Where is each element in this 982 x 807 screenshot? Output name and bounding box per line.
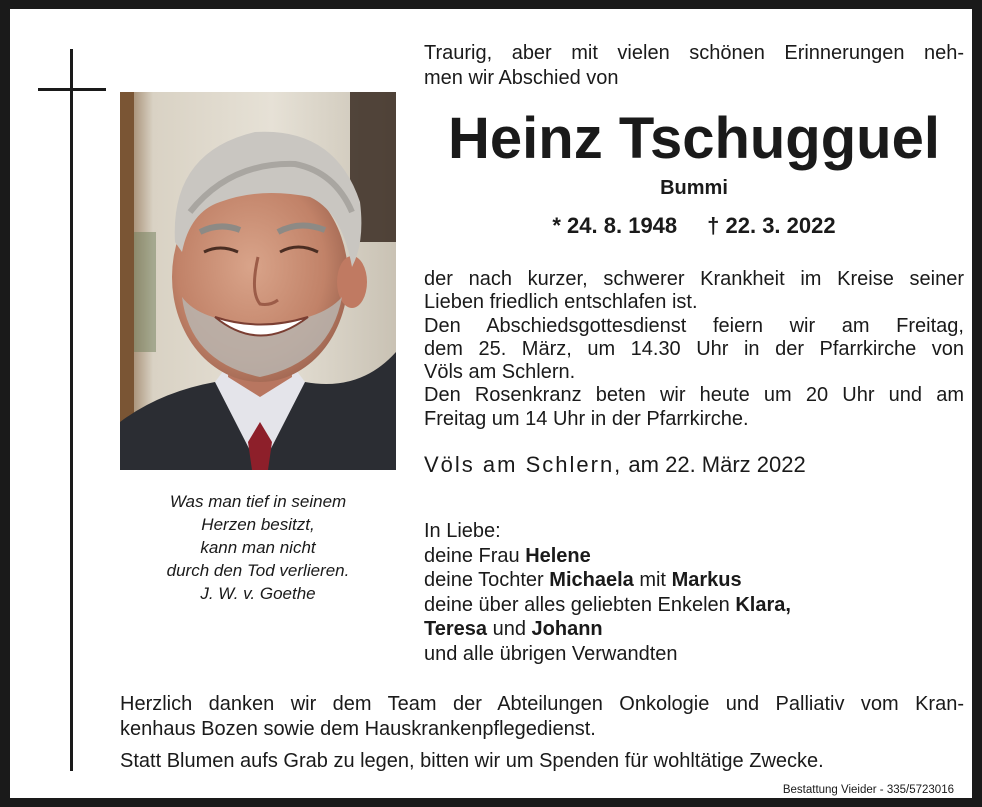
thanks-line: kenhaus Bozen sowie dem Hauskrankenpflegedienst. [120, 718, 596, 740]
wife-prefix: deine Frau [424, 544, 520, 567]
body-line: Freitag um 14 Uhr in der Pfarrkirche. [424, 407, 749, 430]
deceased-name: Heinz Tschugguel [448, 106, 940, 171]
intro-line: men wir Abschied von [424, 67, 619, 89]
death-date: † 22. 3. 2022 [707, 213, 836, 238]
deceased-nickname: Bummi [660, 177, 728, 199]
grandchildren-prefix: deine über alles geliebten Enkelen [424, 593, 730, 616]
life-dates [424, 212, 964, 240]
body-line: Den Abschiedsgottesdienst feiern wir am Freitag, [424, 314, 964, 337]
body-line: der nach kurzer, schwerer Krankheit im Kreise seiner [424, 268, 964, 290]
goethe-quote [138, 490, 378, 605]
cross-horizontal-bar [38, 88, 106, 91]
birth-date: * 24. 8. 1948 [552, 213, 678, 238]
daughter-name: Michaela [549, 569, 634, 591]
body-line: dem 25. März, um 14.30 Uhr in der Pfarrkirche von [424, 337, 964, 360]
thanks-line: Herzlich danken wir dem Team der Abteilungen Onkologie und Palliativ vom Kran- [120, 693, 964, 715]
announcement-text [424, 268, 964, 431]
family-list [424, 519, 964, 666]
quote-line: durch den Tod verlieren. [166, 561, 350, 580]
and-word: und [492, 618, 526, 640]
grandchild-name: Johann [531, 618, 603, 640]
undertaker-credit: Bestattung Vieider - 335/5723016 [782, 784, 954, 796]
family-line-daughter [424, 568, 964, 593]
body-line: Lieben friedlich entschlafen ist. [424, 291, 698, 314]
body-line: Völs am Schlern. [424, 361, 576, 384]
wife-name: Helene [525, 544, 591, 567]
quote-author: J. W. v. Goethe [200, 584, 316, 603]
son-in-law-name: Markus [671, 569, 742, 591]
grandchild-name: Teresa [424, 618, 488, 640]
with-word: mit [639, 569, 666, 591]
thanks-text [120, 692, 964, 774]
family-others: und alle übrigen Verwandten [424, 642, 678, 665]
daughter-prefix: deine Tochter [424, 569, 544, 591]
family-line-grandchildren [424, 593, 964, 618]
quote-line: kann man nicht [200, 538, 316, 557]
body-line: Den Rosenkranz beten wir heute um 20 Uhr und am [424, 384, 964, 407]
family-line-grandchildren-2 [424, 617, 964, 642]
place-and-date [424, 451, 806, 479]
donation-line: Statt Blumen aufs Grab zu legen, bitten wir um Spenden für wohltätige Zwecke. [120, 750, 824, 772]
family-line-wife [424, 544, 964, 569]
quote-line: Was man tief in seinem [169, 492, 347, 511]
intro-line: Traurig, aber mit vielen schönen Erinnerungen neh- [424, 42, 964, 64]
portrait-photo [120, 92, 396, 470]
family-intro: In Liebe: [424, 520, 501, 542]
place: Völs am Schlern, [424, 452, 623, 477]
cross-vertical-bar [70, 49, 73, 771]
grandchild-name: Klara, [735, 593, 791, 616]
quote-line: Herzen besitzt, [201, 515, 315, 534]
intro-text [424, 41, 964, 91]
date: am 22. März 2022 [628, 452, 806, 477]
obituary-notice [10, 9, 972, 798]
